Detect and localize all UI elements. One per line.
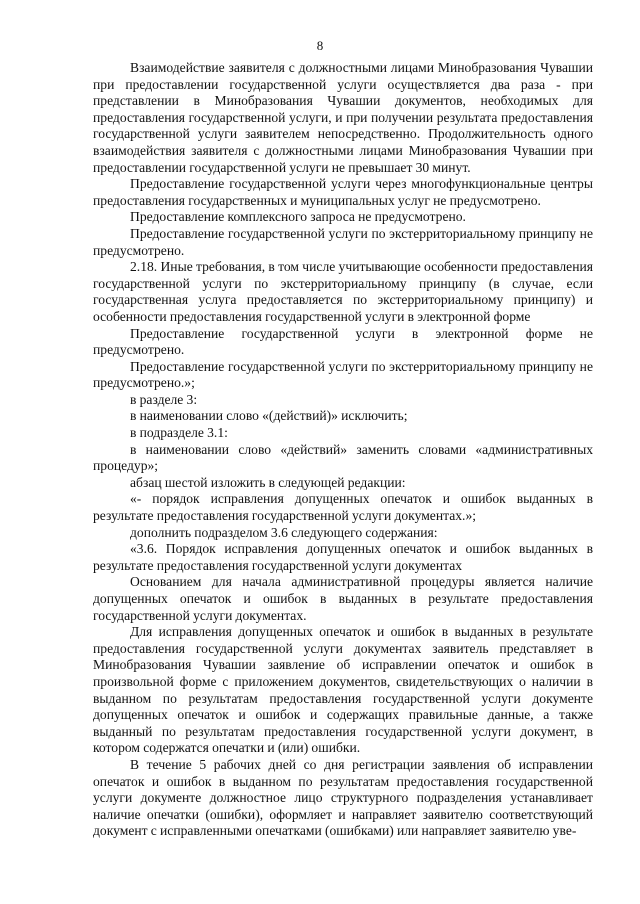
paragraph: Предоставление комплексного запроса не предусмотрено. xyxy=(130,209,466,225)
paragraph: в разделе 3: xyxy=(130,391,198,407)
paragraph: Предоставление государственной услуги через многофункциональные центры предоставления государственных и муниципальных услуг не предусмотрено. xyxy=(93,176,593,208)
paragraph: Предоставление государственной услуги по экстерриториальному принципу не предусмотрено. xyxy=(93,225,593,258)
paragraph: В течение 5 рабочих дней со дня регистрации заявления об исправлении опечаток и ошибок в выданном по результатам предоставления государственной услуги документе должностное лицо структурного подразделения устанавливает наличие опечатки (ошибки), оформляет и направляет заявителю соответствующий документ с исправленными опечатками (ошибками) или направляет заявителю уве- xyxy=(93,756,593,839)
paragraph: в подразделе 3.1: xyxy=(130,425,228,441)
paragraph: Для исправления допущенных опечаток и ошибок в выданных в результате предоставления государственной услуги документах заявитель представляет в Минобразования Чувашии заявление об исправлении опечаток и ошибок в произвольной форме с приложением документов, свидетельствующих о наличии в выданном по результатам предоставления государственной услуги документе допущенных опечаток и ошибок и содержащих правильные данные, а также выданный по результатам предоставления государственной услуги документ, в котором содержатся опечатки и (или) ошибки. xyxy=(93,624,593,756)
paragraph: Взаимодействие заявителя с должностными лицами Минобразования Чувашии при предоставлении государственной услуги осуществляется два раза - при представлении в Минобразования Чувашии документов, необходимых для предоставления государственной услуги, и при получении результата предоставления государственной услуги заявителем непосредственно. Продолжительность одного взаимодействия заявителя с должностными лицами Минобразования Чувашии при предоставлении государственной услуги не превышает 30 минут. xyxy=(93,60,593,175)
paragraph: Основанием для начала административной процедуры является наличие допущенных опечаток и ошибок в выданных в результате предоставления государственной услуги документах. xyxy=(93,574,593,623)
paragraph: 2.18. Иные требования, в том числе учитывающие особенности предоставления государственной услуги по экстерриториальному принципу (в случае, если государственная услуга предоставляется по экстерриториальному принципу) и особенности предоставления государственной услуги в электронной форме xyxy=(93,259,593,324)
paragraph: «3.6. Порядок исправления допущенных опечаток и ошибок выданных в результате предоставления государственной услуги документах xyxy=(93,541,593,573)
paragraph: в наименовании слово «(действий)» исключить; xyxy=(130,408,408,424)
document-body xyxy=(93,60,593,840)
paragraph: Предоставление государственной услуги по экстерриториальному принципу не предусмотрено.»; xyxy=(93,358,593,391)
paragraph: абзац шестой изложить в следующей редакции: xyxy=(130,474,406,490)
paragraph: «- порядок исправления допущенных опечаток и ошибок выданных в результате предоставления государственной услуги документах.»; xyxy=(93,491,593,524)
paragraph: дополнить подразделом 3.6 следующего содержания: xyxy=(130,524,438,540)
page-number: 8 xyxy=(316,38,324,53)
paragraph: Предоставление государственной услуги в электронной форме не предусмотрено. xyxy=(93,325,593,358)
paragraph: в наименовании слово «действий» заменить словами «административных процедур»; xyxy=(93,441,593,474)
